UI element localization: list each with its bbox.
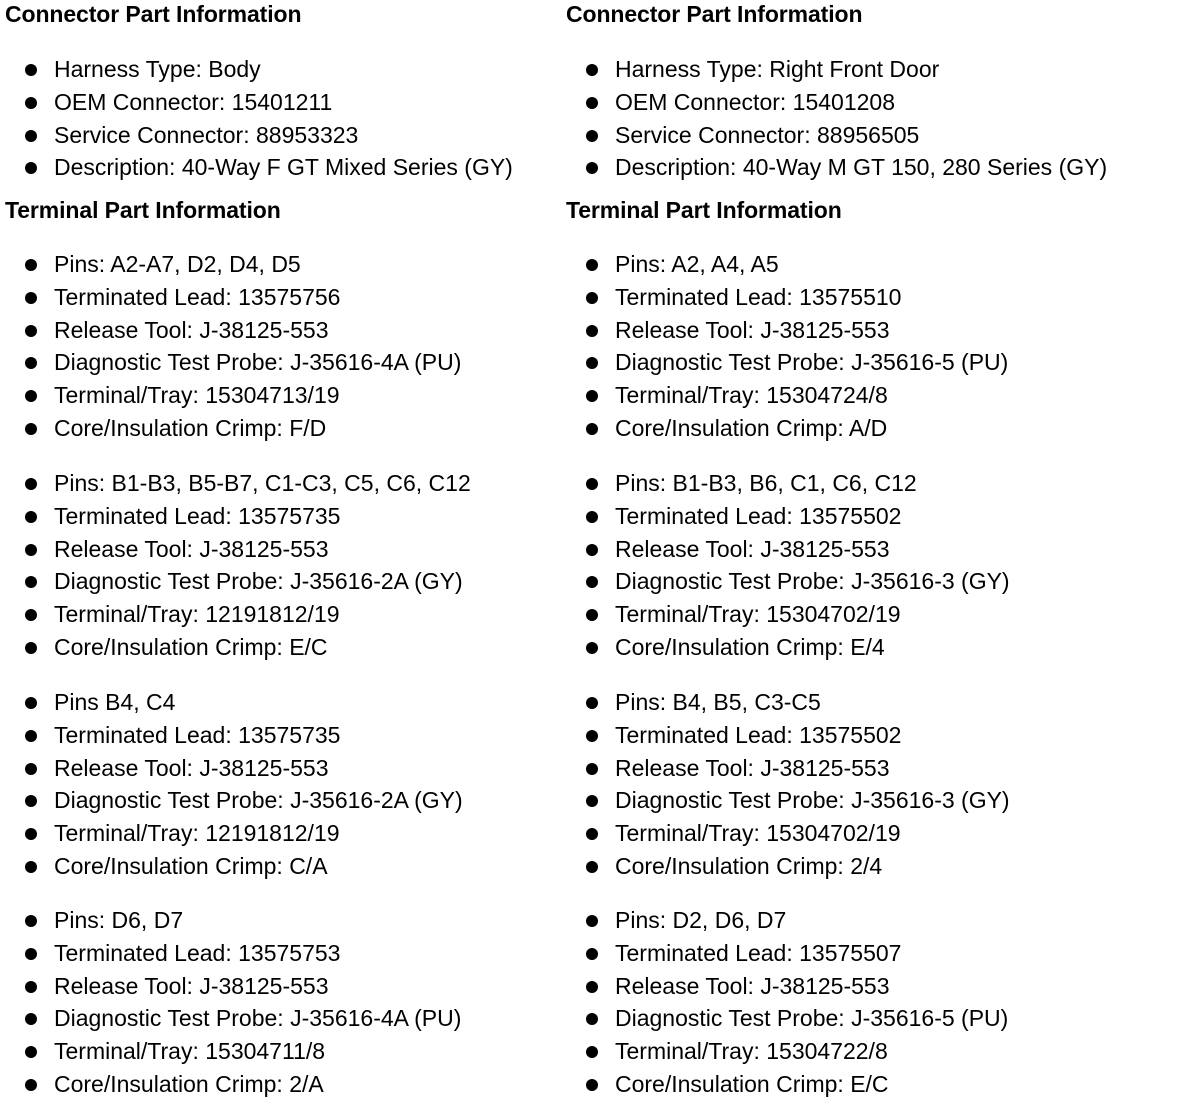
bullet-icon <box>25 292 37 304</box>
terminal-group-left-4 <box>5 904 461 1101</box>
list-item: Release Tool: J-38125-553 <box>566 970 1008 1003</box>
list-item: Terminated Lead: 13575756 <box>5 281 461 314</box>
bullet-icon <box>586 609 598 621</box>
list-item: Core/Insulation Crimp: E/4 <box>566 631 1010 664</box>
list-item: Diagnostic Test Probe: J-35616-2A (GY) <box>5 784 463 817</box>
connector-oem: OEM Connector: 15401211 <box>5 86 513 119</box>
bullet-icon <box>25 828 37 840</box>
list-item: Release Tool: J-38125-553 <box>5 533 471 566</box>
connector-heading-right: Connector Part Information <box>566 1 863 27</box>
bullet-icon <box>25 642 37 654</box>
list-item: Release Tool: J-38125-553 <box>5 314 461 347</box>
list-item: Terminal/Tray: 12191812/19 <box>5 817 463 850</box>
bullet-icon <box>25 981 37 993</box>
bullet-icon <box>586 576 598 588</box>
connector-info-list-right <box>566 53 1107 184</box>
connector-service: Service Connector: 88956505 <box>566 119 1107 152</box>
list-item: Pins: A2-A7, D2, D4, D5 <box>5 248 461 281</box>
bullet-icon <box>25 1013 37 1025</box>
bullet-icon <box>586 828 598 840</box>
list-item: Terminal/Tray: 15304711/8 <box>5 1035 461 1068</box>
list-item: Pins: A2, A4, A5 <box>566 248 1008 281</box>
bullet-icon <box>586 1013 598 1025</box>
list-item: Terminated Lead: 13575735 <box>5 500 471 533</box>
bullet-icon <box>25 423 37 435</box>
list-item: Pins: B1-B3, B6, C1, C6, C12 <box>566 467 1010 500</box>
bullet-icon <box>586 697 598 709</box>
bullet-icon <box>25 130 37 142</box>
terminal-group-right-2 <box>566 467 1010 664</box>
connector-service: Service Connector: 88953323 <box>5 119 513 152</box>
bullet-icon <box>586 390 598 402</box>
bullet-icon <box>586 915 598 927</box>
list-item: Pins: B1-B3, B5-B7, C1-C3, C5, C6, C12 <box>5 467 471 500</box>
bullet-icon <box>586 981 598 993</box>
list-item: Core/Insulation Crimp: F/D <box>5 412 461 445</box>
list-item: Terminated Lead: 13575507 <box>566 937 1008 970</box>
bullet-icon <box>586 730 598 742</box>
list-item: Release Tool: J-38125-553 <box>566 752 1010 785</box>
bullet-icon <box>586 1079 598 1091</box>
bullet-icon <box>25 795 37 807</box>
bullet-icon <box>25 861 37 873</box>
list-item: Terminated Lead: 13575502 <box>566 500 1010 533</box>
list-item: Terminated Lead: 13575735 <box>5 719 463 752</box>
bullet-icon <box>586 64 598 76</box>
bullet-icon <box>25 915 37 927</box>
list-item: Terminal/Tray: 15304713/19 <box>5 379 461 412</box>
terminal-heading-left: Terminal Part Information <box>5 197 281 223</box>
bullet-icon <box>586 478 598 490</box>
bullet-icon <box>25 390 37 402</box>
bullet-icon <box>25 609 37 621</box>
bullet-icon <box>586 544 598 556</box>
list-item: Core/Insulation Crimp: 2/4 <box>566 850 1010 883</box>
list-item: Core/Insulation Crimp: 2/A <box>5 1068 461 1101</box>
list-item: Pins B4, C4 <box>5 686 463 719</box>
bullet-icon <box>25 1046 37 1058</box>
connector-harness-type: Harness Type: Body <box>5 53 513 86</box>
list-item: Core/Insulation Crimp: E/C <box>566 1068 1008 1101</box>
list-item: Diagnostic Test Probe: J-35616-3 (GY) <box>566 784 1010 817</box>
bullet-icon <box>25 357 37 369</box>
connector-info-list-left <box>5 53 513 184</box>
bullet-icon <box>25 511 37 523</box>
bullet-icon <box>25 1079 37 1091</box>
bullet-icon <box>25 730 37 742</box>
bullet-icon <box>25 259 37 271</box>
bullet-icon <box>586 511 598 523</box>
bullet-icon <box>25 478 37 490</box>
list-item: Terminated Lead: 13575502 <box>566 719 1010 752</box>
list-item: Diagnostic Test Probe: J-35616-2A (GY) <box>5 565 471 598</box>
bullet-icon <box>25 697 37 709</box>
terminal-group-right-1 <box>566 248 1008 445</box>
bullet-icon <box>586 948 598 960</box>
list-item: Diagnostic Test Probe: J-35616-4A (PU) <box>5 1002 461 1035</box>
list-item: Terminated Lead: 13575510 <box>566 281 1008 314</box>
bullet-icon <box>586 130 598 142</box>
list-item: Terminal/Tray: 12191812/19 <box>5 598 471 631</box>
bullet-icon <box>586 292 598 304</box>
list-item: Release Tool: J-38125-553 <box>5 752 463 785</box>
list-item: Diagnostic Test Probe: J-35616-4A (PU) <box>5 346 461 379</box>
list-item: Diagnostic Test Probe: J-35616-5 (PU) <box>566 1002 1008 1035</box>
bullet-icon <box>25 325 37 337</box>
list-item: Pins: D2, D6, D7 <box>566 904 1008 937</box>
bullet-icon <box>586 763 598 775</box>
bullet-icon <box>586 162 598 174</box>
bullet-icon <box>25 97 37 109</box>
bullet-icon <box>25 576 37 588</box>
bullet-icon <box>586 642 598 654</box>
list-item: Terminal/Tray: 15304724/8 <box>566 379 1008 412</box>
bullet-icon <box>586 357 598 369</box>
bullet-icon <box>25 948 37 960</box>
bullet-icon <box>586 259 598 271</box>
terminal-group-left-1 <box>5 248 461 445</box>
list-item: Terminated Lead: 13575753 <box>5 937 461 970</box>
list-item: Core/Insulation Crimp: A/D <box>566 412 1008 445</box>
terminal-group-left-2 <box>5 467 471 664</box>
bullet-icon <box>586 795 598 807</box>
list-item: Diagnostic Test Probe: J-35616-3 (GY) <box>566 565 1010 598</box>
list-item: Core/Insulation Crimp: E/C <box>5 631 471 664</box>
list-item: Pins: B4, B5, C3-C5 <box>566 686 1010 719</box>
list-item: Core/Insulation Crimp: C/A <box>5 850 463 883</box>
bullet-icon <box>586 1046 598 1058</box>
connector-description: Description: 40-Way F GT Mixed Series (GY) <box>5 151 513 184</box>
list-item: Release Tool: J-38125-553 <box>566 314 1008 347</box>
terminal-group-left-3 <box>5 686 463 883</box>
bullet-icon <box>586 861 598 873</box>
terminal-group-right-3 <box>566 686 1010 883</box>
connector-oem: OEM Connector: 15401208 <box>566 86 1107 119</box>
bullet-icon <box>25 64 37 76</box>
bullet-icon <box>586 423 598 435</box>
connector-description: Description: 40-Way M GT 150, 280 Series (GY) <box>566 151 1107 184</box>
bullet-icon <box>25 763 37 775</box>
list-item: Terminal/Tray: 15304702/19 <box>566 598 1010 631</box>
terminal-group-right-4 <box>566 904 1008 1101</box>
connector-harness-type: Harness Type: Right Front Door <box>566 53 1107 86</box>
bullet-icon <box>25 162 37 174</box>
terminal-heading-right: Terminal Part Information <box>566 197 842 223</box>
list-item: Terminal/Tray: 15304722/8 <box>566 1035 1008 1068</box>
bullet-icon <box>25 544 37 556</box>
list-item: Terminal/Tray: 15304702/19 <box>566 817 1010 850</box>
list-item: Pins: D6, D7 <box>5 904 461 937</box>
bullet-icon <box>586 325 598 337</box>
list-item: Release Tool: J-38125-553 <box>566 533 1010 566</box>
list-item: Diagnostic Test Probe: J-35616-5 (PU) <box>566 346 1008 379</box>
list-item: Release Tool: J-38125-553 <box>5 970 461 1003</box>
connector-heading-left: Connector Part Information <box>5 1 302 27</box>
bullet-icon <box>586 97 598 109</box>
